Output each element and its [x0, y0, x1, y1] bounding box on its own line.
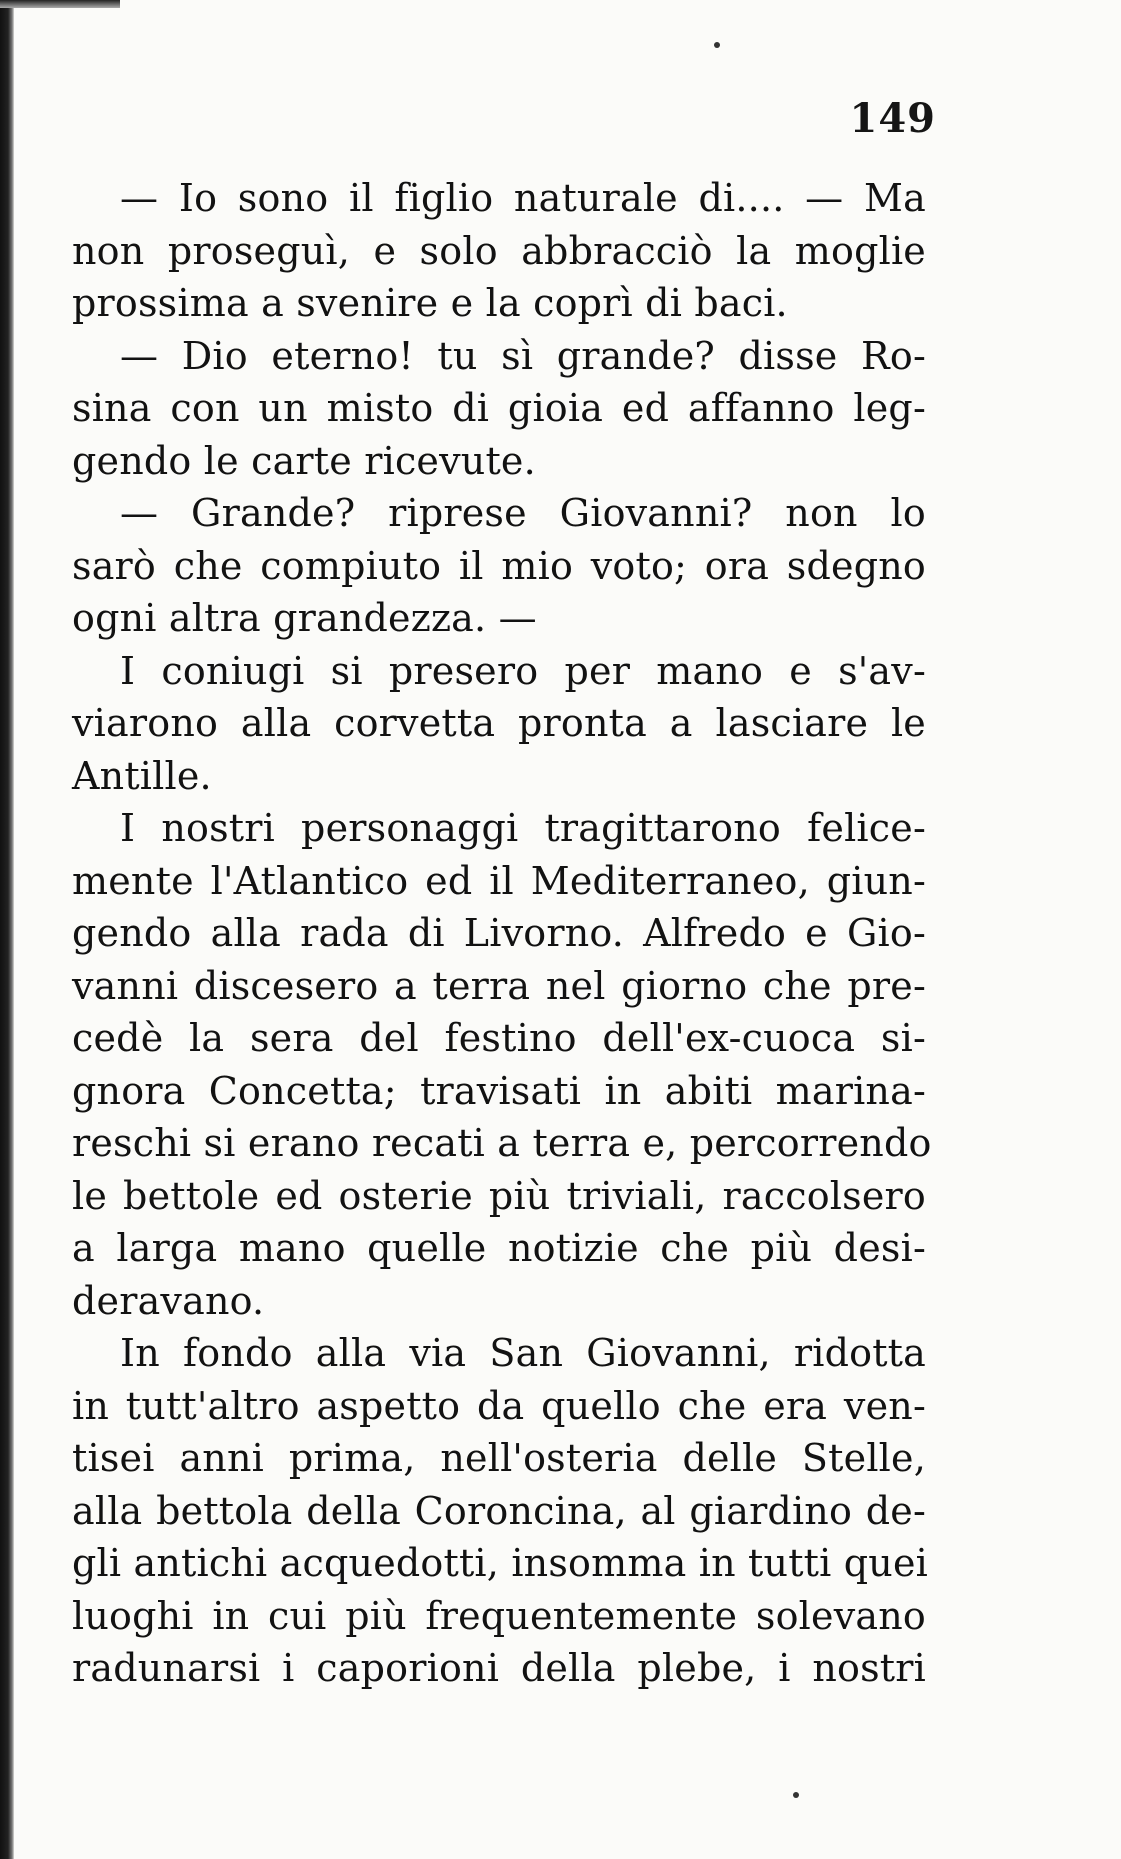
ink-speck — [714, 42, 720, 48]
binding-shadow — [0, 0, 120, 8]
text-line: radunarsi i caporioni della plebe, i nostri — [72, 1646, 926, 1690]
text-line: — Grande? riprese Giovanni? non lo — [120, 491, 926, 535]
text-line: reschi si erano recati a terra e, percorrendo — [72, 1121, 932, 1165]
text-line: — Io sono il figlio naturale di.... — Ma — [120, 176, 926, 220]
text-line: alla bettola della Coroncina, al giardino de- — [72, 1488, 926, 1533]
text-line: sarò che compiuto il mio voto; ora sdegno — [72, 543, 926, 588]
text-line: I coniugi si presero per mano e s'av- — [120, 648, 926, 693]
text-line: gendo le carte ricevute. — [72, 438, 536, 483]
text-line: gli antichi acquedotti, insomma in tutti quei — [72, 1541, 929, 1585]
text-line: deravano. — [72, 1278, 265, 1323]
ink-speck — [793, 1792, 799, 1798]
page-number: 149 — [849, 95, 936, 142]
text-line: in tutt'altro aspetto da quello che era ven- — [72, 1383, 926, 1428]
text-line: ogni altra grandezza. — — [72, 596, 537, 640]
text-line: In fondo alla via San Giovanni, ridotta — [120, 1331, 926, 1375]
text-line: cedè la sera del festino dell'ex-cuoca si- — [72, 1016, 926, 1060]
body-text — [72, 172, 932, 1695]
text-line: vanni discesero a terra nel giorno che pre- — [72, 963, 926, 1008]
text-line: I nostri personaggi tragittarono felice- — [120, 806, 926, 850]
text-line: — Dio eterno! tu sì grande? disse Ro- — [120, 333, 926, 378]
binding-edge — [0, 0, 14, 1859]
text-line: a larga mano quelle notizie che più desi- — [72, 1226, 926, 1270]
text-line: prossima a svenire e la coprì di baci. — [72, 281, 788, 325]
text-line: viarono alla corvetta pronta a lasciare le — [72, 701, 926, 745]
text-line: tisei anni prima, nell'osteria delle Stelle, — [72, 1436, 926, 1480]
text-line: Antille. — [72, 753, 212, 798]
text-line: le bettole ed osterie più triviali, raccolsero — [72, 1173, 926, 1218]
text-line: gendo alla rada di Livorno. Alfredo e Gio- — [72, 911, 926, 955]
text-line: gnora Concetta; travisati in abiti marina- — [72, 1068, 926, 1113]
text-line: mente l'Atlantico ed il Mediterraneo, giun- — [72, 858, 926, 903]
text-line: sina con un misto di gioia ed affanno leg- — [72, 386, 926, 430]
text-line: non proseguì, e solo abbracciò la moglie — [72, 228, 926, 273]
text-line: luoghi in cui più frequentemente solevano — [72, 1593, 926, 1638]
